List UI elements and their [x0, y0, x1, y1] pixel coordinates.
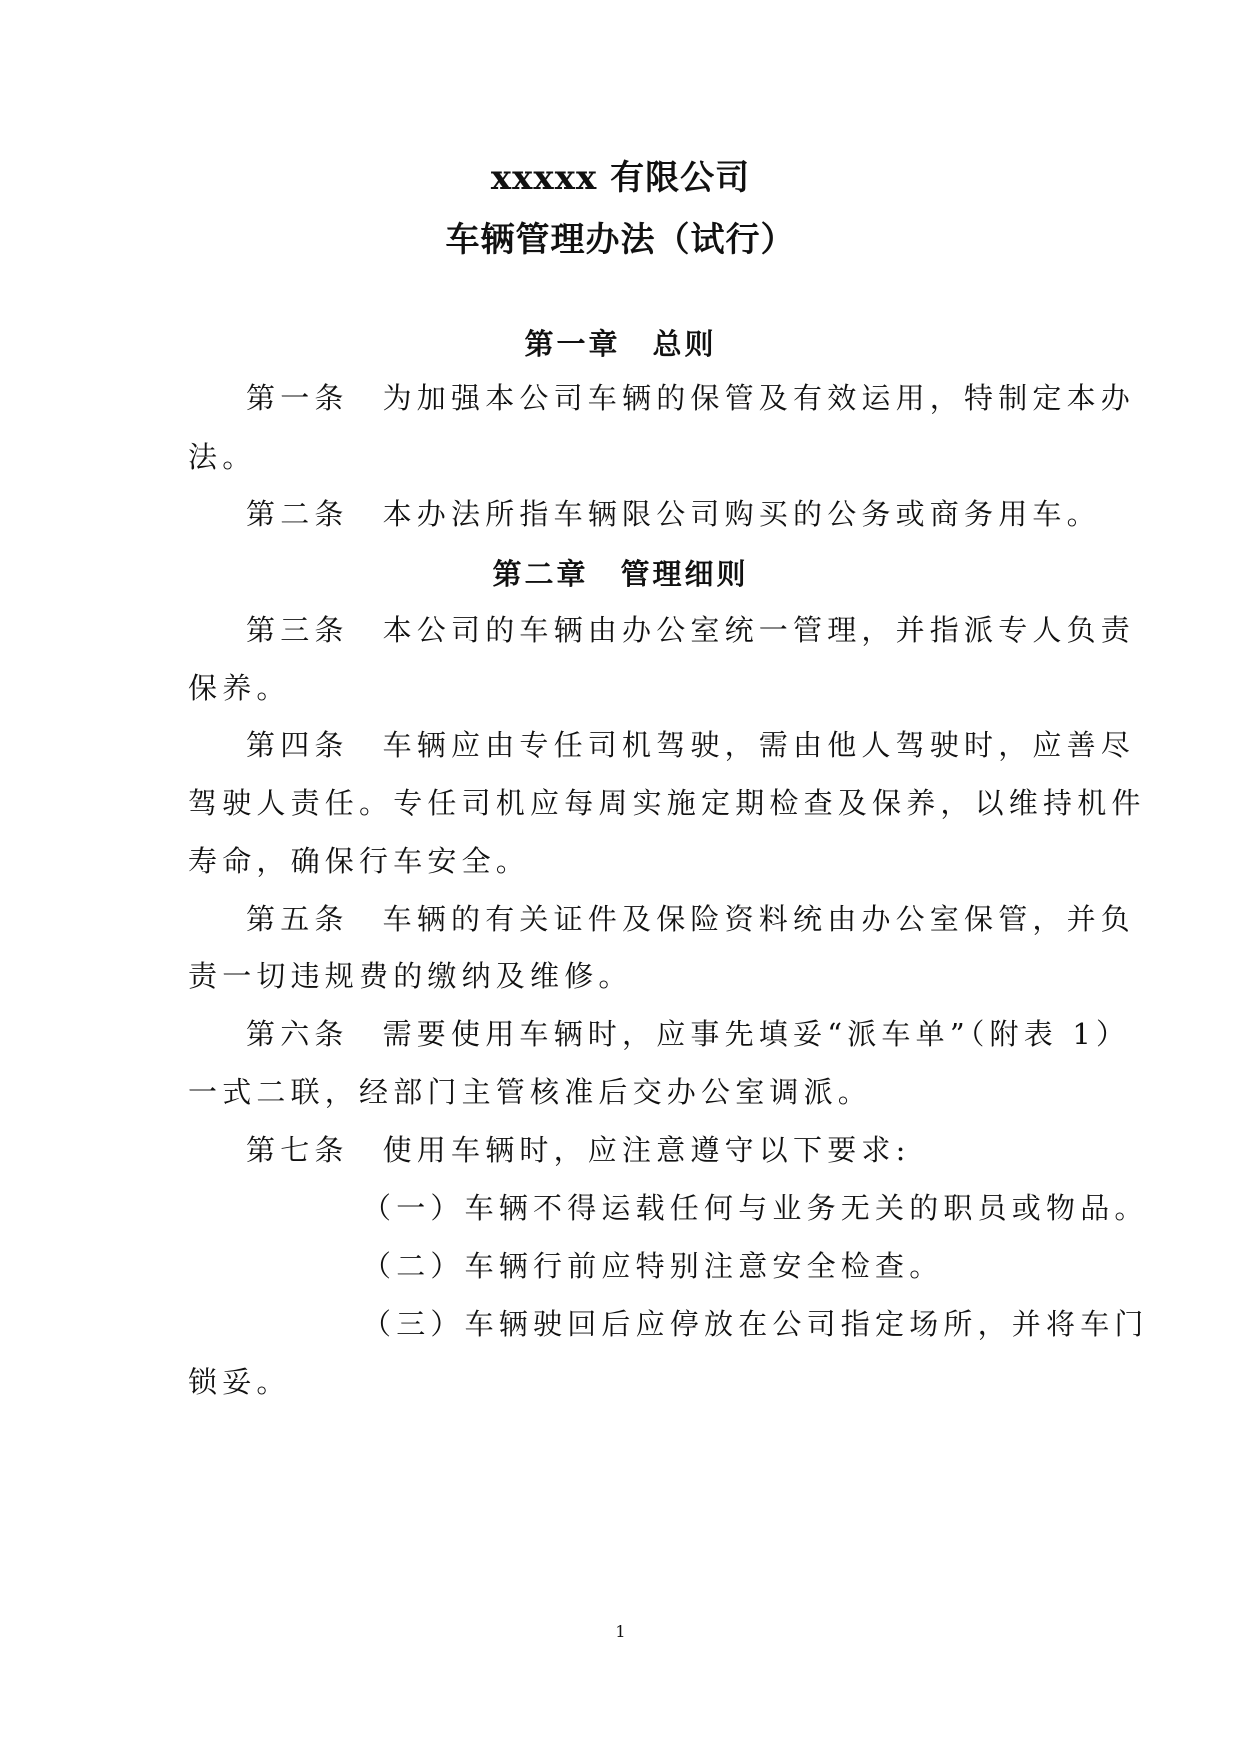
page-number: 1: [615, 1622, 626, 1641]
article-4-continued: 驾驶人责任。专任司机应每周实施定期检查及保养，以维持机件: [188, 786, 1146, 820]
article-text: 需要使用车辆时，应事先填妥“派车单”（附表 1）: [382, 1017, 1131, 1051]
article-number: 第七条: [246, 1133, 349, 1167]
article-number: 第四条: [246, 728, 349, 762]
article-text: 使用车辆时，应注意遵守以下要求:: [382, 1133, 911, 1167]
article-text: 为加强本公司车辆的保管及有效运用，特制定本办: [382, 381, 1136, 415]
article-text: 车辆应由专任司机驾驶，需由他人驾驶时，应善尽: [382, 728, 1136, 762]
article-number: 第二条: [246, 497, 349, 531]
article-1: [246, 380, 1135, 416]
article-text: 本办法所指车辆限公司购买的公务或商务用车。: [382, 497, 1101, 531]
chapter-2-heading: 第二章 管理细则: [492, 557, 749, 591]
article-6: [246, 1016, 1130, 1052]
article-5: [246, 901, 1135, 937]
article-number: 第六条: [246, 1017, 349, 1051]
article-7-item-3: （三）车辆驶回后应停放在公司指定场所，并将车门: [362, 1307, 1149, 1341]
chapter-1-heading: 第一章 总则: [524, 327, 717, 361]
article-number: 第一条: [246, 381, 349, 415]
article-3: [246, 612, 1135, 648]
article-text: 本公司的车辆由办公室统一管理，并指派专人负责: [382, 613, 1136, 647]
article-number: 第三条: [246, 613, 349, 647]
article-7-item-1: （一）车辆不得运载任何与业务无关的职员或物品。: [362, 1191, 1149, 1225]
article-2: [246, 496, 1101, 532]
article-7-item-3-continued: 锁妥。: [188, 1365, 291, 1399]
article-4: [246, 727, 1135, 763]
article-6-continued: 一式二联，经部门主管核准后交办公室调派。: [188, 1075, 873, 1109]
article-7-item-2: （二）车辆行前应特别注意安全检查。: [362, 1249, 944, 1283]
document-title: 车辆管理办法（试行）: [445, 220, 796, 260]
article-7: [246, 1132, 911, 1168]
article-3-continued: 保养。: [188, 671, 291, 705]
company-title: xxxxx 有限公司: [490, 158, 751, 198]
article-5-continued: 责一切违规费的缴纳及维修。: [188, 959, 633, 993]
article-4-continued: 寿命，确保行车安全。: [188, 844, 531, 878]
article-number: 第五条: [246, 902, 349, 936]
article-1-continued: 法。: [188, 440, 257, 474]
article-text: 车辆的有关证件及保险资料统由办公室保管，并负: [382, 902, 1136, 936]
